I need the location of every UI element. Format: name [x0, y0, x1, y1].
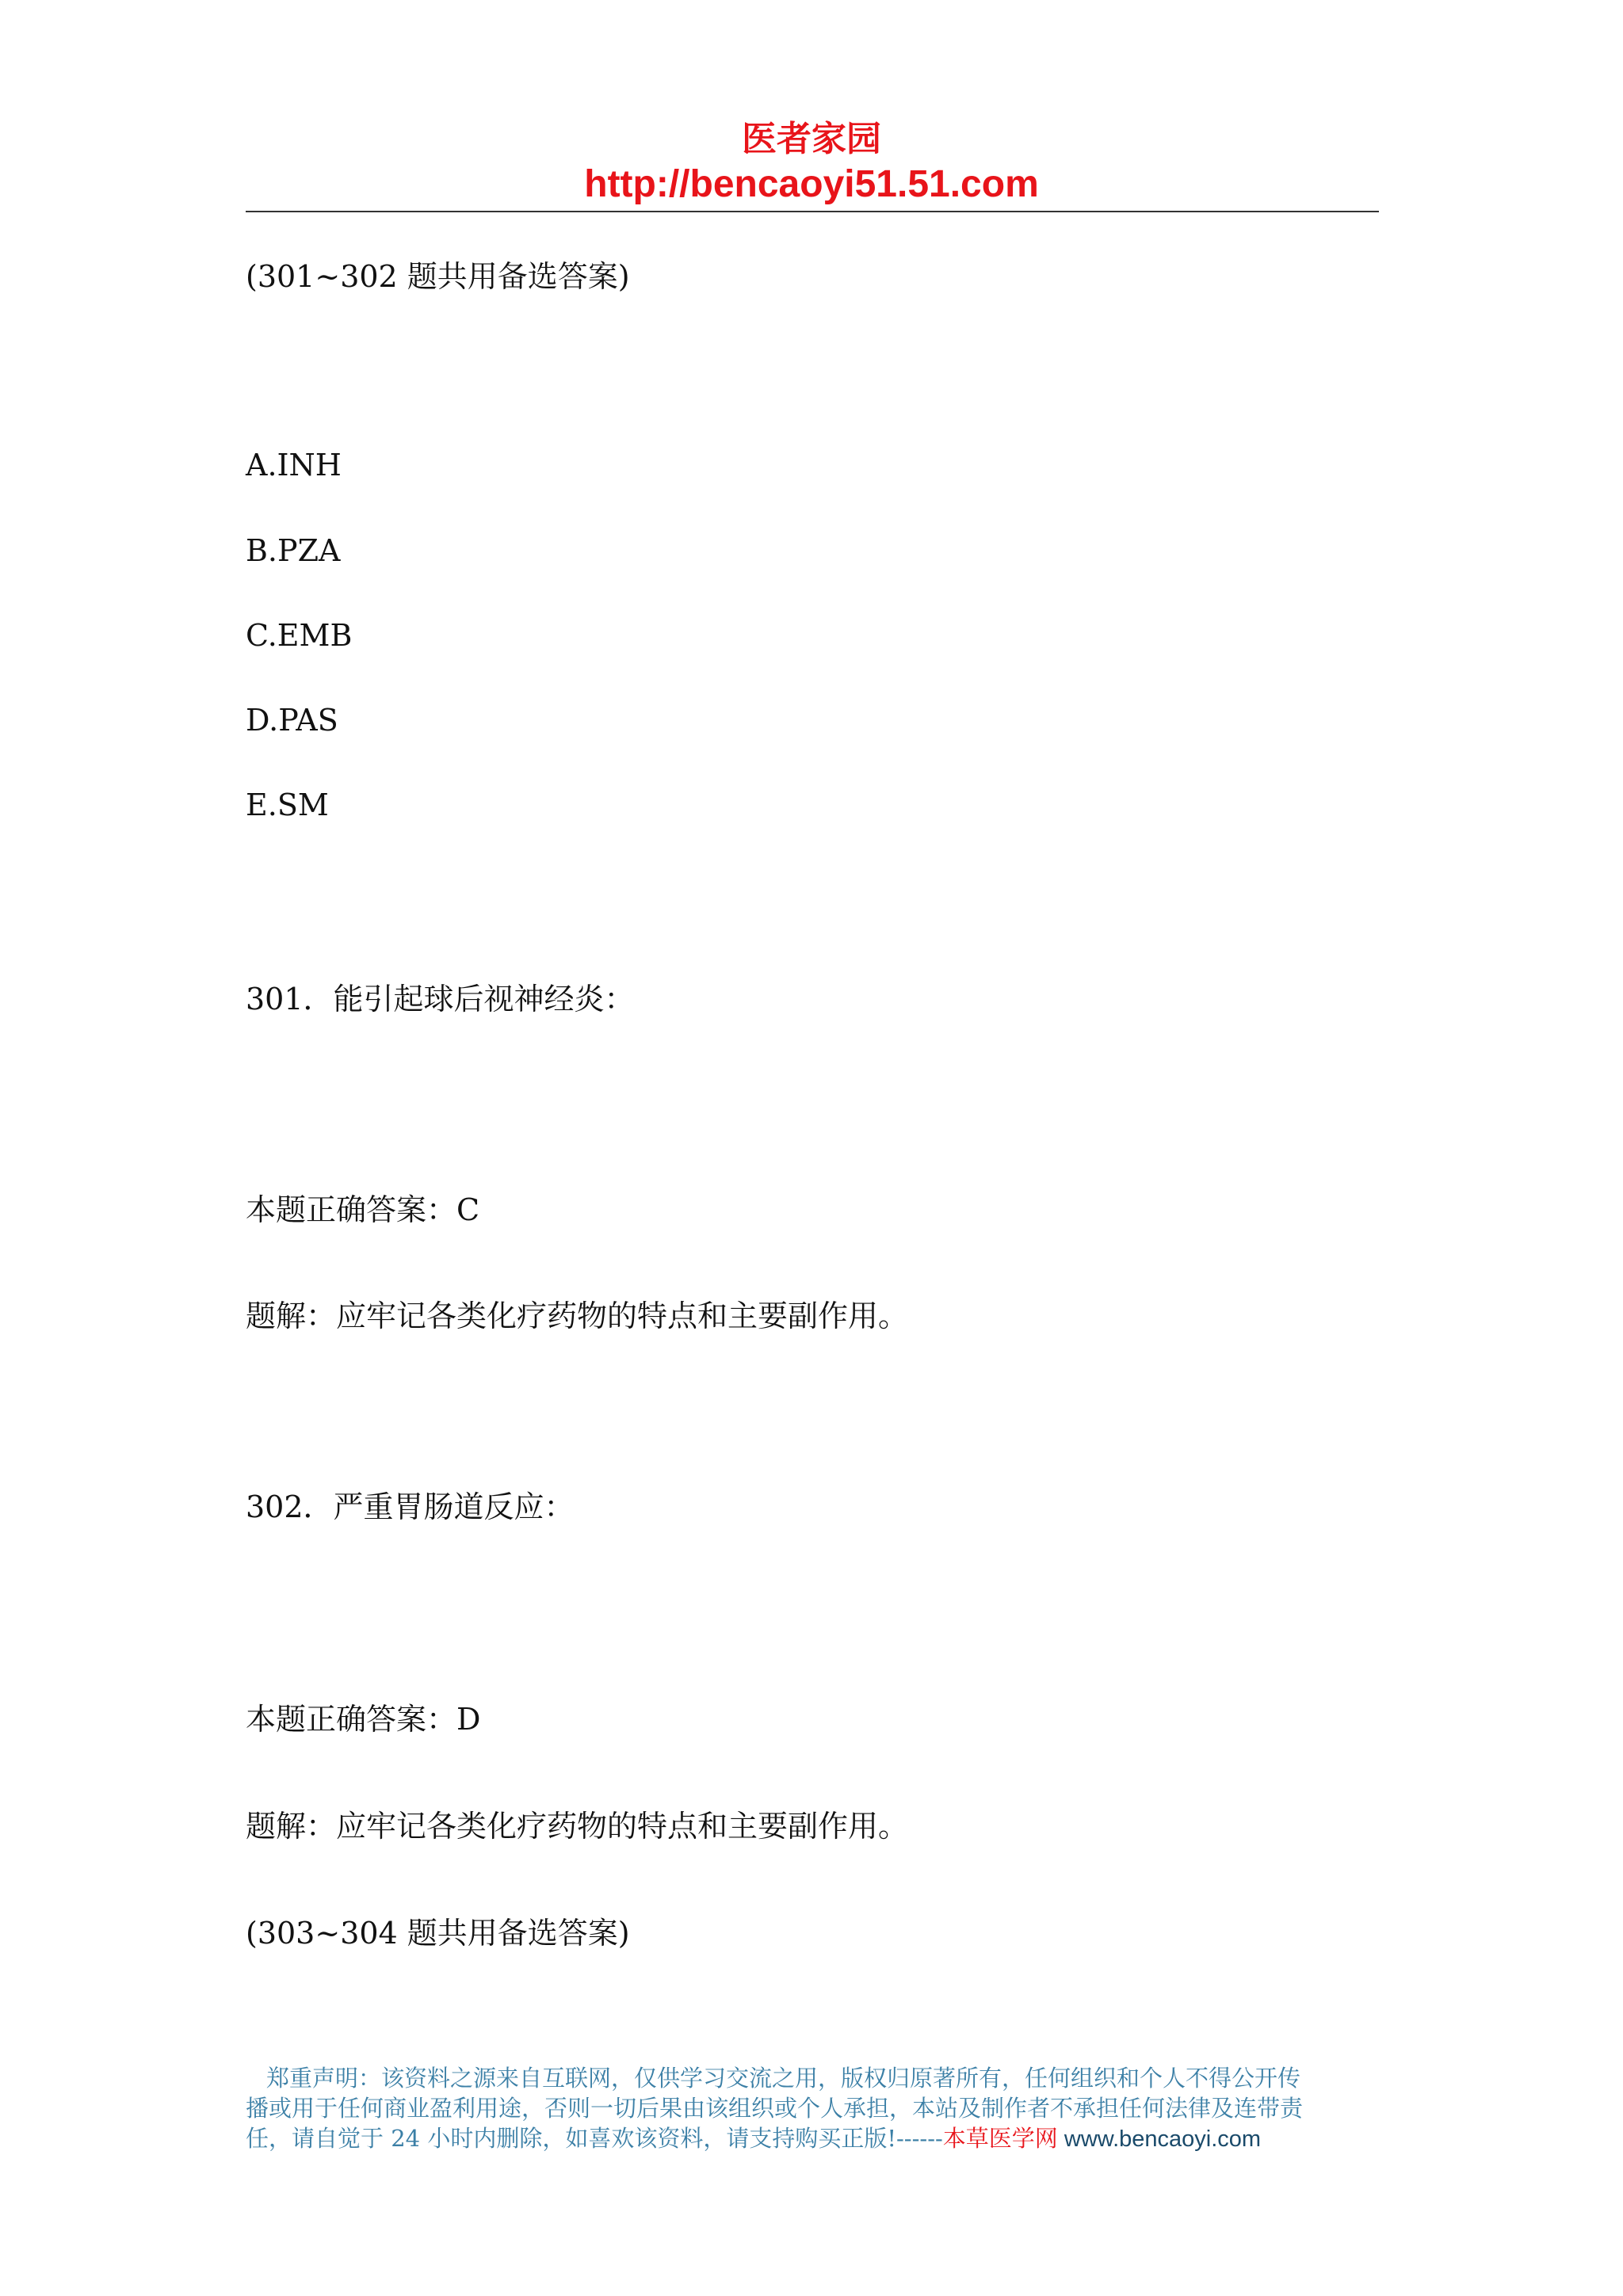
site-title: 医者家园: [742, 119, 881, 159]
disclaimer-line-1: 郑重声明：该资料之源来自互联网，仅供学习交流之用，版权归原著所有，任何组织和个人不得公开传: [266, 2065, 1301, 2092]
option-d: D.PAS: [246, 703, 338, 738]
question-301: 301．能引起球后视神经炎：: [246, 982, 635, 1016]
option-b: B.PZA: [246, 533, 341, 568]
explanation-302: 题解：应牢记各类化疗药物的特点和主要副作用。: [246, 1809, 909, 1844]
site-url[interactable]: http://bencaoyi51.51.com: [584, 163, 1039, 205]
option-a: A.INH: [246, 448, 342, 482]
option-e: E.SM: [246, 788, 329, 822]
question-302: 302．严重胃肠道反应：: [246, 1489, 575, 1524]
footer-site-link[interactable]: www.bencaoyi.com: [1057, 2126, 1262, 2152]
disclaimer-line-3-text: 任，请自觉于 24 小时内删除，如喜欢该资料，请支持购买正版!------: [246, 2125, 943, 2152]
answer-302: 本题正确答案：D: [246, 1702, 481, 1737]
explanation-301: 题解：应牢记各类化疗药物的特点和主要副作用。: [246, 1299, 909, 1333]
option-c: C.EMB: [246, 618, 353, 653]
disclaimer-line-3: [246, 2123, 1387, 2154]
disclaimer-footer: [246, 2063, 1387, 2154]
footer-brand-name: 本草医学网: [942, 2125, 1058, 2152]
disclaimer-line-2: 播或用于任何商业盈利用途，否则一切后果由该组织或个人承担，本站及制作者不承担任何法律及连带责: [246, 2095, 1304, 2122]
header-divider: [246, 211, 1379, 212]
question-group-heading-303-304: (303~304 题共用备选答案): [246, 1916, 630, 1951]
question-group-heading-301-302: (301~302 题共用备选答案): [246, 259, 630, 294]
answer-301: 本题正确答案：C: [246, 1192, 480, 1227]
